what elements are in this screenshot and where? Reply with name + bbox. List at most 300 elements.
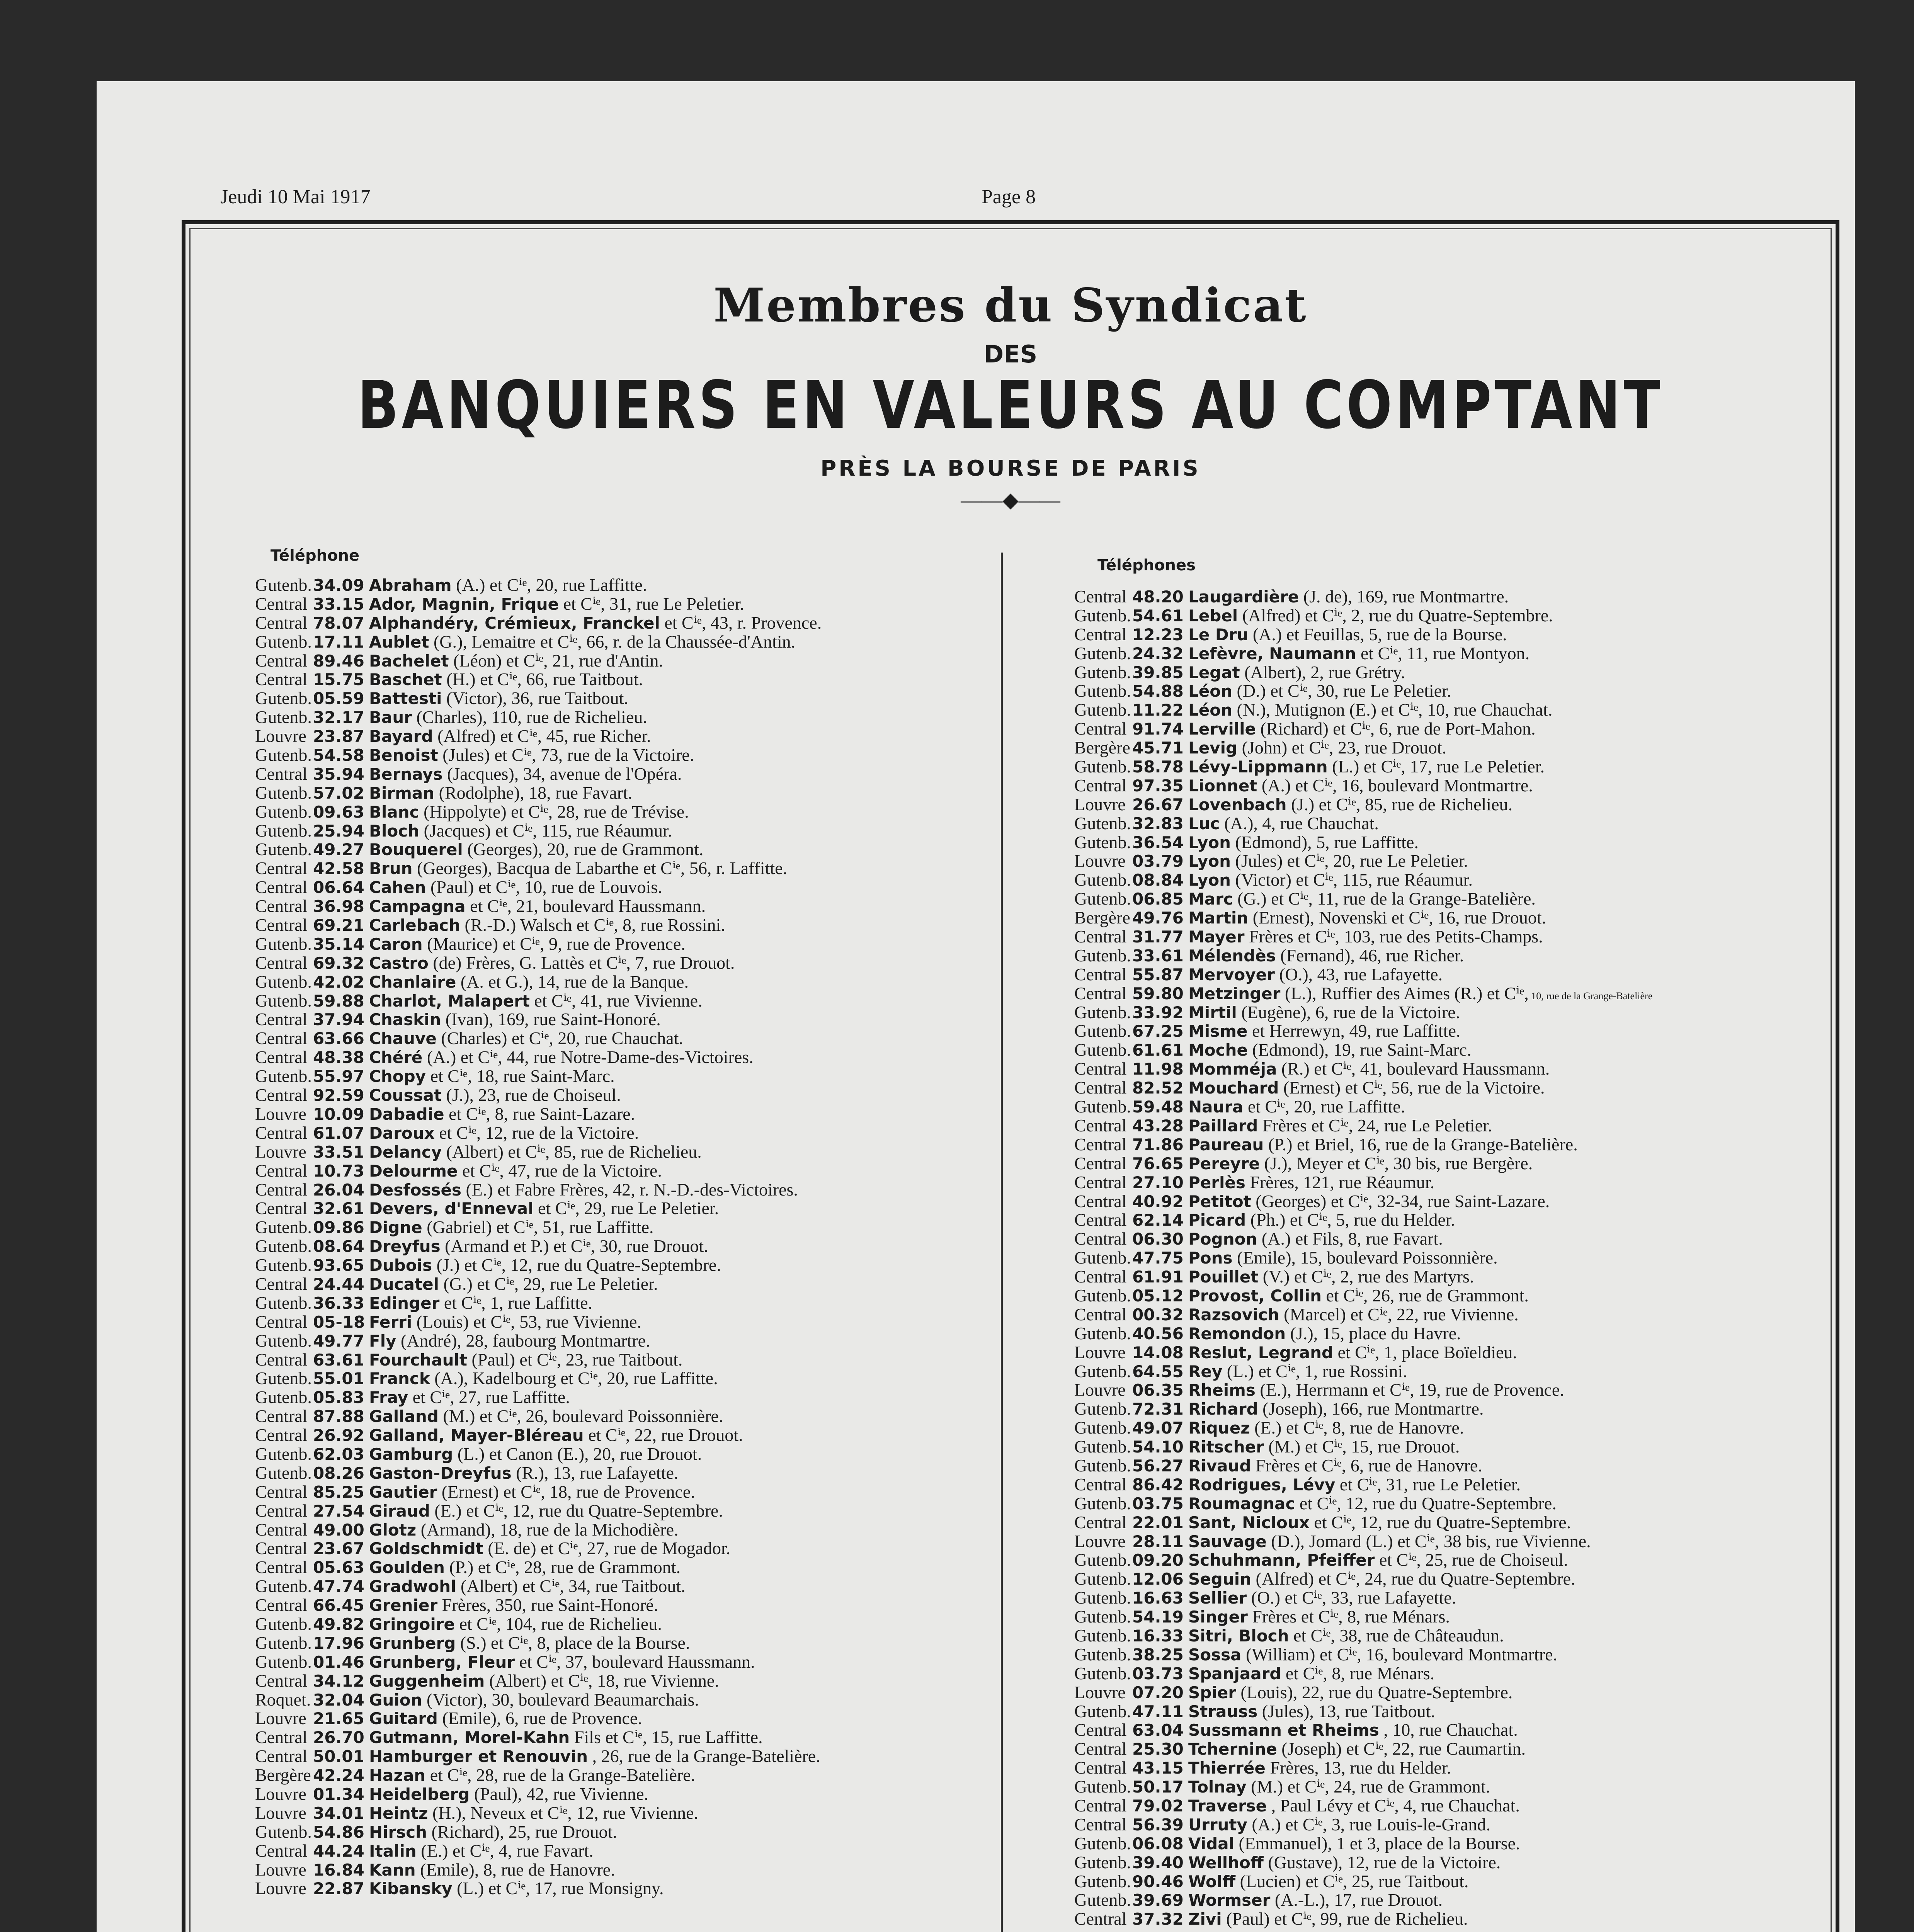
member-entry bbox=[1074, 776, 1816, 795]
phone-number: 44.24 bbox=[313, 1841, 364, 1861]
member-address: et Cⁱᵉ, 38, rue de Châteaudun. bbox=[1289, 1626, 1504, 1645]
member-entry bbox=[255, 1029, 993, 1048]
member-address: (J.), 15, place du Havre. bbox=[1286, 1324, 1461, 1343]
member-address: (R.-D.) Walsch et Cⁱᵉ, 8, rue Rossini. bbox=[460, 916, 725, 935]
member-entry bbox=[255, 1861, 993, 1879]
member-address: et Cⁱᵉ, 41, rue Vivienne. bbox=[529, 991, 703, 1010]
phone-number: 26.92 bbox=[313, 1426, 364, 1445]
phone-exchange: Gutenb. bbox=[255, 1633, 312, 1653]
member-name: Dubois bbox=[369, 1256, 432, 1275]
member-entry bbox=[255, 1596, 993, 1615]
phone-exchange: Gutenb. bbox=[1074, 757, 1131, 776]
member-address: (A.), 4, rue Chauchat. bbox=[1220, 814, 1379, 833]
member-name: Naura bbox=[1188, 1097, 1244, 1116]
phone-number: 34.12 bbox=[313, 1671, 364, 1690]
member-address: et Cⁱᵉ, 12, rue du Quatre-Septembre. bbox=[1309, 1513, 1571, 1532]
member-address: (J. de), 169, rue Montmartre. bbox=[1299, 587, 1509, 606]
member-entry bbox=[1074, 1777, 1816, 1796]
member-entry bbox=[1074, 701, 1816, 719]
member-entry bbox=[255, 1237, 993, 1256]
member-name: Guitard bbox=[369, 1709, 438, 1728]
member-name: Gradwohl bbox=[369, 1577, 456, 1596]
member-entry bbox=[1074, 1418, 1816, 1437]
member-name: Gautier bbox=[369, 1482, 437, 1502]
member-entry bbox=[1074, 1116, 1816, 1135]
member-entry bbox=[255, 803, 993, 821]
phone-exchange: Central bbox=[1074, 1078, 1127, 1098]
member-entry bbox=[1074, 625, 1816, 644]
phone-number: 26.70 bbox=[313, 1728, 364, 1747]
member-name: Bouquerel bbox=[369, 840, 463, 859]
phone-exchange: Central bbox=[1074, 1475, 1127, 1494]
member-entry bbox=[1074, 1078, 1816, 1097]
phone-exchange: Central bbox=[1074, 1721, 1127, 1740]
member-name: Chanlaire bbox=[369, 972, 456, 992]
member-address: Frères et Cⁱᵉ, 24, rue Le Peletier. bbox=[1258, 1116, 1492, 1135]
phone-number: 38.25 bbox=[1132, 1645, 1184, 1664]
phone-number: 61.61 bbox=[1132, 1041, 1184, 1060]
phone-exchange: Gutenb. bbox=[255, 972, 312, 992]
member-entry bbox=[255, 1143, 993, 1162]
member-address: , Paul Lévy et Cⁱᵉ, 4, rue Chauchat. bbox=[1267, 1796, 1520, 1815]
member-name: Bernays bbox=[369, 764, 443, 784]
member-address: et Cⁱᵉ, 21, boulevard Haussmann. bbox=[465, 897, 706, 916]
member-entry bbox=[1074, 1664, 1816, 1683]
phone-number: 32.83 bbox=[1132, 814, 1184, 833]
member-address: (Charles) et Cⁱᵉ, 20, rue Chauchat. bbox=[436, 1029, 683, 1048]
member-address: et Cⁱᵉ, 12, rue de la Victoire. bbox=[434, 1123, 639, 1143]
phone-exchange: Central bbox=[255, 1426, 308, 1445]
member-name: Marc bbox=[1188, 889, 1233, 909]
phone-exchange: Central bbox=[1074, 1740, 1127, 1759]
phone-number: 49.00 bbox=[313, 1520, 364, 1539]
member-name: Dreyfus bbox=[369, 1237, 441, 1256]
member-address: (de) Frères, G. Lattès et Cⁱᵉ, 7, rue Drouot. bbox=[428, 953, 735, 973]
member-entry bbox=[255, 1105, 993, 1124]
member-name: Chopy bbox=[369, 1067, 426, 1086]
phone-exchange: Central bbox=[255, 613, 308, 633]
member-name: Mirtil bbox=[1188, 1003, 1237, 1022]
phone-number: 76.65 bbox=[1132, 1154, 1184, 1173]
member-address: (J.) et Cⁱᵉ, 85, rue de Richelieu. bbox=[1286, 795, 1512, 814]
phone-number: 14.08 bbox=[1132, 1343, 1184, 1362]
member-name: Lerville bbox=[1188, 719, 1256, 739]
member-name: Glotz bbox=[369, 1520, 417, 1539]
member-address: (Richard) et Cⁱᵉ, 6, rue de Port-Mahon. bbox=[1256, 719, 1536, 739]
member-name: Pognon bbox=[1188, 1230, 1257, 1249]
phone-number: 25.30 bbox=[1132, 1740, 1184, 1759]
member-name: Hamburger et Renouvin bbox=[369, 1747, 588, 1766]
member-entry bbox=[1074, 719, 1816, 738]
member-name: Remondon bbox=[1188, 1324, 1286, 1343]
member-name: Kibansky bbox=[369, 1879, 453, 1898]
member-entry bbox=[1074, 1324, 1816, 1343]
member-entry bbox=[255, 1218, 993, 1237]
phone-number: 45.71 bbox=[1132, 738, 1184, 758]
phone-number: 97.35 bbox=[1132, 776, 1184, 795]
member-entry bbox=[1074, 1872, 1816, 1891]
phone-number: 08.64 bbox=[313, 1237, 364, 1256]
member-entry bbox=[255, 1709, 993, 1728]
member-entry bbox=[255, 595, 993, 614]
member-entry bbox=[255, 1879, 993, 1898]
phone-number: 56.27 bbox=[1132, 1456, 1184, 1475]
member-entry bbox=[1074, 946, 1816, 965]
phone-number: 33.15 bbox=[313, 594, 364, 614]
member-address: (Joseph), 166, rue Montmartre. bbox=[1258, 1400, 1484, 1419]
member-entry bbox=[1074, 1173, 1816, 1192]
member-name: Bloch bbox=[369, 821, 420, 840]
member-name: Laugardière bbox=[1188, 587, 1299, 606]
member-entry bbox=[1074, 1248, 1816, 1267]
phone-number: 82.52 bbox=[1132, 1078, 1184, 1098]
member-entry bbox=[1074, 871, 1816, 889]
member-name: Metzinger bbox=[1188, 984, 1281, 1003]
phone-number: 05.59 bbox=[313, 689, 364, 708]
member-entry bbox=[1074, 606, 1816, 625]
member-address: (Fernand), 46, rue Richer. bbox=[1276, 946, 1464, 965]
member-name: Gaston-Dreyfus bbox=[369, 1463, 512, 1483]
phone-exchange: Central bbox=[255, 764, 308, 784]
member-entry bbox=[255, 1426, 993, 1445]
member-entry bbox=[255, 1653, 993, 1672]
phone-number: 55.87 bbox=[1132, 965, 1184, 984]
phone-number: 55.01 bbox=[313, 1369, 364, 1388]
member-name: Benoist bbox=[369, 746, 438, 765]
phone-exchange: Gutenb. bbox=[255, 708, 312, 727]
member-address: Fils et Cⁱᵉ, 15, rue Laffitte. bbox=[570, 1728, 763, 1747]
phone-number: 23.87 bbox=[313, 727, 364, 746]
phone-exchange: Louvre bbox=[1074, 1683, 1126, 1702]
member-name: Rodrigues, Lévy bbox=[1188, 1475, 1336, 1494]
phone-number: 63.04 bbox=[1132, 1721, 1184, 1740]
member-address: Frères, 13, rue du Helder. bbox=[1265, 1759, 1451, 1778]
member-address: et Cⁱᵉ, 12, rue du Quatre-Septembre. bbox=[1295, 1494, 1557, 1513]
member-name: Abraham bbox=[369, 576, 452, 595]
phone-number: 42.24 bbox=[313, 1766, 364, 1785]
phone-exchange: Gutenb. bbox=[255, 576, 312, 595]
member-entry bbox=[1074, 1456, 1816, 1475]
member-address: (L.) et Cⁱᵉ, 1, rue Rossini. bbox=[1222, 1362, 1407, 1381]
phone-exchange: Louvre bbox=[255, 1879, 306, 1898]
member-address: Frères, 121, rue Réaumur. bbox=[1245, 1173, 1435, 1192]
member-address: et Cⁱᵉ, 27, rue Laffitte. bbox=[408, 1388, 570, 1407]
member-name: Caron bbox=[369, 934, 423, 954]
phone-exchange: Central bbox=[255, 878, 308, 897]
phone-exchange: Louvre bbox=[1074, 1343, 1126, 1362]
member-entry bbox=[255, 1804, 993, 1823]
member-entry bbox=[255, 1558, 993, 1577]
member-name: Pouillet bbox=[1188, 1267, 1259, 1286]
phone-exchange: Central bbox=[255, 897, 308, 916]
member-entry bbox=[1074, 1702, 1816, 1721]
phone-exchange: Gutenb. bbox=[1074, 833, 1131, 852]
member-name: Mouchard bbox=[1188, 1078, 1279, 1098]
member-entry bbox=[1074, 1532, 1816, 1551]
phone-number: 03.73 bbox=[1132, 1664, 1184, 1683]
phone-exchange: Gutenb. bbox=[1074, 1418, 1131, 1438]
phone-exchange: Central bbox=[255, 1671, 308, 1690]
member-address: (H.), Neveux et Cⁱᵉ, 12, rue Vivienne. bbox=[428, 1803, 699, 1823]
member-name: Roumagnac bbox=[1188, 1494, 1295, 1513]
member-name: Dabadie bbox=[369, 1104, 444, 1124]
phone-exchange: Central bbox=[255, 859, 308, 878]
member-address: (O.), 43, rue Lafayette. bbox=[1274, 965, 1443, 984]
phone-exchange: Central bbox=[255, 1407, 308, 1426]
member-address: (E.) et Cⁱᵉ, 4, rue Favart. bbox=[416, 1841, 594, 1861]
phone-number: 49.07 bbox=[1132, 1418, 1184, 1438]
phone-exchange: Gutenb. bbox=[255, 783, 312, 803]
member-entry bbox=[255, 1086, 993, 1105]
phone-number: 40.92 bbox=[1132, 1192, 1184, 1211]
member-entry bbox=[1074, 1041, 1816, 1060]
member-address: et Cⁱᵉ, 8, rue Saint-Lazare. bbox=[444, 1104, 635, 1124]
member-name: Rheims bbox=[1188, 1381, 1256, 1400]
phone-exchange: Gutenb. bbox=[1074, 1834, 1131, 1853]
member-name: Pereyre bbox=[1188, 1154, 1260, 1173]
member-address: (A.), Kadelbourg et Cⁱᵉ, 20, rue Laffitte. bbox=[430, 1369, 718, 1388]
phone-number: 35.14 bbox=[313, 934, 364, 954]
member-name: Zivi bbox=[1188, 1910, 1222, 1929]
member-address: et Cⁱᵉ, 28, rue de la Grange-Batelière. bbox=[425, 1766, 696, 1785]
phone-number: 00.32 bbox=[1132, 1305, 1184, 1324]
member-entry bbox=[1074, 1494, 1816, 1513]
member-address: et Cⁱᵉ, 47, rue de la Victoire. bbox=[458, 1161, 662, 1180]
member-entry bbox=[255, 1445, 993, 1464]
phone-exchange: Gutenb. bbox=[1074, 644, 1131, 663]
phone-exchange: Central bbox=[1074, 1192, 1127, 1211]
member-name: Sossa bbox=[1188, 1645, 1242, 1664]
member-name: Grenier bbox=[369, 1596, 438, 1615]
page-number: Page 8 bbox=[982, 186, 1036, 208]
member-address: (Lucien) et Cⁱᵉ, 25, rue Taitbout. bbox=[1235, 1872, 1469, 1891]
phone-number: 07.20 bbox=[1132, 1683, 1184, 1702]
member-name: Lovenbach bbox=[1188, 795, 1287, 814]
member-entry bbox=[1074, 852, 1816, 871]
member-name: Spier bbox=[1188, 1683, 1236, 1702]
member-name: Baschet bbox=[369, 670, 442, 689]
member-address: et Cⁱᵉ, 18, rue Saint-Marc. bbox=[426, 1067, 615, 1086]
phone-exchange: Gutenb. bbox=[1074, 1097, 1131, 1116]
member-name: Hirsch bbox=[369, 1822, 427, 1842]
member-address: (Victor) et Cⁱᵉ, 115, rue Réaumur. bbox=[1231, 871, 1473, 890]
phone-number: 11.22 bbox=[1132, 701, 1184, 720]
member-entry bbox=[255, 1162, 993, 1180]
phone-exchange: Gutenb. bbox=[1074, 663, 1131, 682]
phone-number: 27.54 bbox=[313, 1501, 364, 1520]
phone-exchange: Gutenb. bbox=[255, 1444, 312, 1464]
phone-number: 39.85 bbox=[1132, 663, 1184, 682]
member-name: Fray bbox=[369, 1388, 408, 1407]
member-entry bbox=[1074, 663, 1816, 682]
phone-exchange: Gutenb. bbox=[255, 1369, 312, 1388]
phone-exchange: Roquet. bbox=[255, 1690, 311, 1709]
phone-exchange: Gutenb. bbox=[1074, 1551, 1131, 1570]
phone-exchange: Gutenb. bbox=[255, 1822, 312, 1842]
phone-exchange: Louvre bbox=[255, 1104, 306, 1124]
member-entry bbox=[1074, 1305, 1816, 1324]
phone-number: 64.55 bbox=[1132, 1362, 1184, 1381]
member-name: Battesti bbox=[369, 689, 442, 708]
phone-exchange: Gutenb. bbox=[255, 1218, 312, 1237]
member-address: (L.) et Cⁱᵉ, 17, rue Le Peletier. bbox=[1327, 757, 1545, 776]
member-address: (Georges), 20, rue de Grammont. bbox=[463, 840, 704, 859]
member-entry bbox=[255, 1369, 993, 1388]
phone-exchange: Gutenb. bbox=[1074, 1400, 1131, 1419]
member-name: Sellier bbox=[1188, 1588, 1247, 1608]
member-name: Sant, Nicloux bbox=[1188, 1513, 1310, 1532]
member-entry bbox=[255, 1728, 993, 1747]
member-address: (A.) et Feuillas, 5, rue de la Bourse. bbox=[1248, 625, 1507, 644]
member-entry bbox=[255, 1615, 993, 1634]
member-address: (A. et G.), 14, rue de la Banque. bbox=[456, 972, 689, 992]
member-entry bbox=[1074, 738, 1816, 757]
phone-exchange: Gutenb. bbox=[1074, 1437, 1131, 1456]
phone-number: 32.04 bbox=[313, 1690, 364, 1709]
member-entry bbox=[1074, 1815, 1816, 1834]
member-name: Thierrée bbox=[1188, 1759, 1266, 1778]
member-entry bbox=[255, 1842, 993, 1861]
phone-exchange: Gutenb. bbox=[1074, 1872, 1131, 1891]
member-address: (Marcel) et Cⁱᵉ, 22, rue Vivienne. bbox=[1279, 1305, 1519, 1324]
member-entry bbox=[1074, 1022, 1816, 1041]
member-name: Lyon bbox=[1188, 833, 1231, 852]
phone-number: 71.86 bbox=[1132, 1135, 1184, 1154]
member-entry bbox=[255, 576, 993, 595]
phone-number: 90.46 bbox=[1132, 1872, 1184, 1891]
member-address: (Armand et P.) et Cⁱᵉ, 30, rue Drouot. bbox=[440, 1237, 708, 1256]
member-name: Lyon bbox=[1188, 852, 1231, 871]
member-name: Baur bbox=[369, 708, 412, 727]
member-address: (Georges) et Cⁱᵉ, 32-34, rue Saint-Lazare. bbox=[1251, 1192, 1550, 1211]
member-entry bbox=[1074, 1003, 1816, 1022]
phone-exchange: Central bbox=[255, 1199, 308, 1218]
member-address: (Jules) et Cⁱᵉ, 20, rue Le Peletier. bbox=[1231, 852, 1468, 871]
phone-number: 50.17 bbox=[1132, 1777, 1184, 1796]
member-name: Vidal bbox=[1188, 1834, 1234, 1853]
title-banquiers: BANQUIERS EN VALEURS AU COMPTANT bbox=[357, 367, 1664, 444]
member-entry bbox=[1074, 1192, 1816, 1211]
phone-number: 93.65 bbox=[313, 1256, 364, 1275]
phone-number: 06.64 bbox=[313, 878, 364, 897]
phone-exchange: Central bbox=[255, 1274, 308, 1294]
member-address: et Cⁱᵉ, 1, rue Laffitte. bbox=[439, 1293, 593, 1313]
phone-exchange: Gutenb. bbox=[1074, 814, 1131, 833]
member-name: Guggenheim bbox=[369, 1671, 485, 1690]
member-address: (M.) et Cⁱᵉ, 24, rue de Grammont. bbox=[1246, 1777, 1490, 1796]
member-name: Heintz bbox=[369, 1803, 428, 1823]
member-name: Campagna bbox=[369, 897, 466, 916]
phone-exchange: Central bbox=[1074, 1796, 1127, 1815]
member-address: (Edmond), 5, rue Laffitte. bbox=[1231, 833, 1419, 852]
member-entry bbox=[255, 1199, 993, 1218]
phone-exchange: Central bbox=[255, 1029, 308, 1048]
phone-number: 05.63 bbox=[313, 1558, 364, 1577]
phone-number: 49.82 bbox=[313, 1614, 364, 1634]
member-entry bbox=[1074, 1853, 1816, 1872]
phone-exchange: Central bbox=[1074, 587, 1127, 606]
member-name: Grunberg, Fleur bbox=[369, 1652, 515, 1672]
phone-number: 50.01 bbox=[313, 1747, 364, 1766]
phone-number: 08.84 bbox=[1132, 871, 1184, 890]
phone-exchange: Gutenb. bbox=[1074, 1022, 1131, 1041]
member-name: Mélendès bbox=[1188, 946, 1276, 965]
phone-number: 59.48 bbox=[1132, 1097, 1184, 1116]
member-name: Gamburg bbox=[369, 1444, 453, 1464]
member-address: (Jacques) et Cⁱᵉ, 115, rue Réaumur. bbox=[419, 821, 672, 840]
title-bourse: PRÈS LA BOURSE DE PARIS bbox=[820, 456, 1201, 481]
member-entry bbox=[255, 1766, 993, 1785]
member-name: Blanc bbox=[369, 802, 419, 821]
phone-exchange: Gutenb. bbox=[1074, 1003, 1131, 1022]
member-entry bbox=[1074, 1097, 1816, 1116]
phone-exchange: Louvre bbox=[255, 1785, 306, 1804]
member-entry bbox=[255, 1483, 993, 1502]
phone-number: 59.80 bbox=[1132, 984, 1184, 1003]
member-address: (Alfred) et Cⁱᵉ, 2, rue du Quatre-Septembre. bbox=[1238, 606, 1553, 625]
phone-number: 36.33 bbox=[313, 1293, 364, 1313]
member-address: (Emile), 6, rue de Provence. bbox=[437, 1709, 642, 1728]
phone-number: 72.31 bbox=[1132, 1400, 1184, 1419]
member-entry bbox=[1074, 965, 1816, 984]
member-name: Schuhmann, Pfeiffer bbox=[1188, 1551, 1375, 1570]
member-entry bbox=[1074, 1230, 1816, 1248]
phone-number: 49.27 bbox=[313, 840, 364, 859]
phone-exchange: Gutenb. bbox=[1074, 1664, 1131, 1683]
member-name: Seguin bbox=[1188, 1570, 1251, 1589]
phone-number: 54.19 bbox=[1132, 1607, 1184, 1626]
phone-number: 03.79 bbox=[1132, 852, 1184, 871]
phone-exchange: Gutenb. bbox=[1074, 682, 1131, 701]
member-entry bbox=[255, 633, 993, 651]
member-address: (Léon) et Cⁱᵉ, 21, rue d'Antin. bbox=[449, 651, 663, 670]
member-name: Provost, Collin bbox=[1188, 1286, 1322, 1305]
member-address: et Cⁱᵉ, 26, rue de Grammont. bbox=[1322, 1286, 1529, 1305]
member-name: Kann bbox=[369, 1860, 416, 1879]
phone-number: 10.09 bbox=[313, 1104, 364, 1124]
member-name: Singer bbox=[1188, 1607, 1248, 1626]
phone-exchange: Louvre bbox=[255, 1803, 306, 1823]
member-entry bbox=[1074, 795, 1816, 814]
member-address: (Albert) et Cⁱᵉ, 34, rue Taitbout. bbox=[456, 1577, 686, 1596]
member-entry bbox=[1074, 1475, 1816, 1494]
phone-number: 58.78 bbox=[1132, 757, 1184, 776]
phone-number: 26.67 bbox=[1132, 795, 1184, 814]
phone-number: 09.63 bbox=[313, 802, 364, 821]
member-address: (Louis), 22, rue du Quatre-Septembre. bbox=[1236, 1683, 1513, 1702]
column-divider bbox=[1001, 553, 1003, 1932]
phone-number: 26.04 bbox=[313, 1180, 364, 1199]
phone-exchange: Central bbox=[1074, 719, 1127, 739]
member-name: Charlot, Malapert bbox=[369, 991, 530, 1010]
phone-exchange: Gutenb. bbox=[1074, 889, 1131, 909]
member-address: (Alfred) et Cⁱᵉ, 24, rue du Quatre-Septembre. bbox=[1251, 1570, 1575, 1589]
member-name: Giraud bbox=[369, 1501, 430, 1520]
member-address: (R.), 13, rue Lafayette. bbox=[511, 1463, 679, 1483]
member-entry bbox=[255, 821, 993, 840]
phone-number: 09.20 bbox=[1132, 1551, 1184, 1570]
member-name: Reslut, Legrand bbox=[1188, 1343, 1334, 1362]
member-entry bbox=[255, 1275, 993, 1294]
member-address: (L.) et Canon (E.), 20, rue Drouot. bbox=[453, 1444, 702, 1464]
member-entry bbox=[1074, 1513, 1816, 1532]
member-entry bbox=[1074, 1437, 1816, 1456]
member-name: Paillard bbox=[1188, 1116, 1258, 1135]
member-address: (E.) et Cⁱᵉ, 8, rue de Hanovre. bbox=[1250, 1418, 1464, 1438]
phone-number: 27.10 bbox=[1132, 1173, 1184, 1192]
member-entry bbox=[1074, 1135, 1816, 1154]
phone-exchange: Gutenb. bbox=[1074, 1607, 1131, 1626]
